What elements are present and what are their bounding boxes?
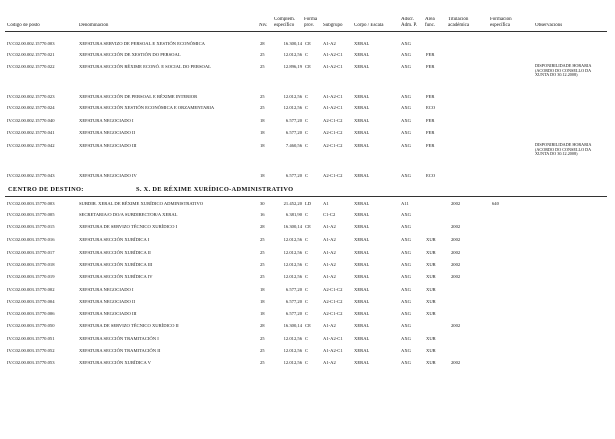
cell-area: XUR <box>426 336 436 341</box>
cell-code: IV.C02.00.003.15770.052 <box>7 348 55 353</box>
cell-level: 18 <box>260 118 265 123</box>
cell-name: XEFATURA SECCIÓN DE XESTIÓN DO PERSOAL <box>79 52 181 57</box>
cell-corpo: XERAL <box>354 250 370 255</box>
cell-subgroup: A2-C1-C2 <box>323 311 343 316</box>
cell-corpo: XERAL <box>354 237 370 242</box>
header-complemento: Complem. específico <box>274 17 295 28</box>
cell-corpo: XERAL <box>354 299 370 304</box>
cell-corpo: XERAL <box>354 173 370 178</box>
cell-comp: 12.896,19 <box>283 64 302 69</box>
cell-name: XEFATURA SECCIÓN XURÍDICA II <box>79 250 151 255</box>
cell-area: XUR <box>426 348 436 353</box>
cell-adscr: A11 <box>401 201 409 206</box>
cell-forma: C <box>305 287 309 292</box>
cell-name: XEFATURA NEGOCIADO III <box>79 311 137 316</box>
cell-subgroup: A1-A2-C1 <box>323 64 343 69</box>
cell-titulacion: 2002 <box>451 224 461 229</box>
cell-subgroup: A2-C1-C2 <box>323 118 343 123</box>
cell-corpo: XERAL <box>354 64 370 69</box>
cell-comp: 16.300,14 <box>283 323 302 328</box>
cell-code: IV.C02.00.003.15770.053 <box>7 360 55 365</box>
cell-comp: 12.012,56 <box>283 52 302 57</box>
cell-name: XEFATURA SERVIZO DE PERSOAL E XESTIÓN ECONÓMICA <box>79 41 205 46</box>
cell-area: FER <box>426 143 435 148</box>
center-title: S. X. DE RÉXIME XURÍDICO-ADMINISTRATIVO <box>136 186 294 193</box>
cell-forma: C <box>305 52 309 57</box>
cell-forma: C <box>305 237 309 242</box>
cell-forma: C <box>305 130 309 135</box>
cell-forma: CE <box>305 224 311 229</box>
cell-forma: C <box>305 336 309 341</box>
cell-code: IV.C02.00.003.15770.051 <box>7 336 55 341</box>
cell-forma: C <box>305 105 309 110</box>
cell-adscr: AXG <box>401 323 411 328</box>
center-label: CENTRO DE DESTINO: <box>8 186 84 193</box>
cell-area: FER <box>426 64 435 69</box>
cell-code: IV.C02.00.003.15770.002 <box>7 287 55 292</box>
cell-comp: 6.577,20 <box>285 118 302 123</box>
cell-code: IV.C02.00.003.15770.003 <box>7 201 55 206</box>
cell-forma: C <box>305 143 309 148</box>
cell-name: XEFATURA NEGOCIADO IV <box>79 173 137 178</box>
cell-adscr: AXG <box>401 105 411 110</box>
cell-forma: CE <box>305 323 311 328</box>
cell-corpo: XERAL <box>354 143 370 148</box>
cell-forma: C <box>305 360 309 365</box>
cell-code: IV.C02.00.002.15770.024 <box>7 105 55 110</box>
cell-subgroup: A1-A2 <box>323 323 336 328</box>
cell-name: XEFATURA NEGOCIADO II <box>79 299 136 304</box>
cell-name: XEFATURA SECCIÓN RÉXIME ECONÓ. E SOCIAL DO PERSOAL <box>79 64 211 69</box>
cell-subgroup: A1-A2-C1 <box>323 94 343 99</box>
cell-comp: 12.012,56 <box>283 94 302 99</box>
cell-subgroup: A1-A2 <box>323 250 336 255</box>
cell-level: 18 <box>260 287 265 292</box>
cell-adscr: AXG <box>401 262 411 267</box>
cell-level: 28 <box>260 224 265 229</box>
cell-area: XUR <box>426 311 436 316</box>
cell-obs: DISPOÑIBILIDADE HORARIA (ACORDO DO CONSELLO DA XUNTA DO 30.12.2008) <box>535 143 592 157</box>
cell-corpo: XERAL <box>354 130 370 135</box>
cell-subgroup: A2-C1-C2 <box>323 143 343 148</box>
cell-level: 28 <box>260 323 265 328</box>
cell-level: 18 <box>260 130 265 135</box>
cell-adscr: AXG <box>401 212 411 217</box>
cell-code: IV.C02.00.002.15770.043 <box>7 173 55 178</box>
cell-corpo: XERAL <box>354 94 370 99</box>
cell-adscr: AXG <box>401 237 411 242</box>
cell-name: XEFATURA SECCIÓN TRAMITACIÓN I <box>79 336 159 341</box>
cell-comp: 12.012,56 <box>283 336 302 341</box>
cell-adscr: AXG <box>401 348 411 353</box>
cell-comp: 6.577,20 <box>285 130 302 135</box>
cell-comp: 12.012,56 <box>283 250 302 255</box>
cell-comp: 16.300,14 <box>283 224 302 229</box>
cell-code: IV.C02.00.003.15770.017 <box>7 250 55 255</box>
cell-area: XUR <box>426 287 436 292</box>
cell-level: 25 <box>260 64 265 69</box>
cell-comp: 12.012,56 <box>283 262 302 267</box>
cell-level: 25 <box>260 52 265 57</box>
header-formacion: Formación específica <box>490 17 512 28</box>
cell-comp: 6.577,20 <box>285 173 302 178</box>
cell-corpo: XERAL <box>354 212 370 217</box>
cell-comp: 6.577,20 <box>285 299 302 304</box>
cell-level: 25 <box>260 336 265 341</box>
cell-subgroup: A1-A2 <box>323 274 336 279</box>
cell-subgroup: A1-A2-C1 <box>323 336 343 341</box>
cell-corpo: XERAL <box>354 311 370 316</box>
cell-level: 25 <box>260 348 265 353</box>
cell-adscr: AXG <box>401 173 411 178</box>
cell-corpo: XERAL <box>354 262 370 267</box>
cell-corpo: XERAL <box>354 323 370 328</box>
cell-code: IV.C02.00.003.15770.005 <box>7 212 55 217</box>
cell-forma: C <box>305 173 309 178</box>
cell-titulacion: 2002 <box>451 237 461 242</box>
header-forma: Forma prov. <box>304 17 318 28</box>
cell-area: XUR <box>426 237 436 242</box>
cell-name: XEFATURA SECCIÓN XESTIÓN ECONÓMICA E ORZAMENTARIA <box>79 105 215 110</box>
cell-forma: C <box>305 94 309 99</box>
cell-area: XUR <box>426 360 436 365</box>
cell-comp: 12.012,56 <box>283 237 302 242</box>
cell-comp: 12.012,56 <box>283 105 302 110</box>
cell-name: XEFATURA NEGOCIADO I <box>79 287 134 292</box>
cell-subgroup: A2-C1-C2 <box>323 287 343 292</box>
cell-code: IV.C02.00.002.15770.003 <box>7 41 55 46</box>
cell-forma: C <box>305 299 309 304</box>
cell-forma: LD <box>305 201 312 206</box>
cell-subgroup: C1-C2 <box>323 212 336 217</box>
cell-comp: 21.452,20 <box>283 201 302 206</box>
cell-titulacion: 2002 <box>451 360 461 365</box>
cell-level: 16 <box>260 212 265 217</box>
cell-corpo: XERAL <box>354 201 370 206</box>
cell-code: IV.C02.00.002.15770.041 <box>7 130 55 135</box>
section-2-rule <box>5 196 607 197</box>
cell-level: 25 <box>260 262 265 267</box>
cell-code: IV.C02.00.002.15770.023 <box>7 94 55 99</box>
cell-subgroup: A1-A2 <box>323 41 336 46</box>
cell-adscr: AXG <box>401 94 411 99</box>
cell-area: FER <box>426 118 435 123</box>
cell-corpo: XERAL <box>354 118 370 123</box>
cell-adscr: AXG <box>401 336 411 341</box>
cell-name: XEFATURA SECCIÓN XURÍDICA IV <box>79 274 153 279</box>
cell-adscr: AXG <box>401 250 411 255</box>
cell-name: XEFATURA DE SERVIZO TÉCNICO XURÍDICO II <box>79 323 179 328</box>
cell-titulacion: 2002 <box>451 274 461 279</box>
cell-subgroup: A2-C1-C2 <box>323 299 343 304</box>
cell-titulacion: 2002 <box>451 262 461 267</box>
cell-code: IV.C02.00.002.15770.040 <box>7 118 55 123</box>
cell-corpo: XERAL <box>354 348 370 353</box>
cell-code: IV.C02.00.002.15770.042 <box>7 143 55 148</box>
header-titulacion: Titulación académica <box>448 17 470 28</box>
cell-area: FER <box>426 52 435 57</box>
cell-adscr: AXG <box>401 274 411 279</box>
cell-area: XUR <box>426 299 436 304</box>
cell-corpo: XERAL <box>354 336 370 341</box>
cell-adscr: AXG <box>401 299 411 304</box>
cell-forma: C <box>305 262 309 267</box>
cell-code: IV.C02.00.003.15770.006 <box>7 311 55 316</box>
cell-titulacion: 2002 <box>451 250 461 255</box>
header-subgrupo: Subgrupo <box>323 23 343 28</box>
cell-subgroup: A1-A2 <box>323 224 336 229</box>
cell-corpo: XERAL <box>354 52 370 57</box>
cell-level: 18 <box>260 143 265 148</box>
cell-area: XUR <box>426 250 436 255</box>
header-nivel: Nív. <box>259 23 268 28</box>
cell-code: IV.C02.00.002.15770.022 <box>7 64 55 69</box>
cell-adscr: AXG <box>401 64 411 69</box>
header-rule <box>5 31 607 32</box>
cell-level: 25 <box>260 94 265 99</box>
cell-adscr: AXG <box>401 360 411 365</box>
cell-name: XEFATURA SECCIÓN XURÍDICA III <box>79 262 153 267</box>
cell-name: XEFATURA DE SERVIZO TÉCNICO XURÍDICO I <box>79 224 178 229</box>
header-codigo: Código de posto <box>7 23 40 28</box>
cell-level: 18 <box>260 299 265 304</box>
cell-comp: 7.460,56 <box>285 143 302 148</box>
cell-adscr: AXG <box>401 130 411 135</box>
cell-adscr: AXG <box>401 52 411 57</box>
cell-comp: 6.381,90 <box>285 212 302 217</box>
cell-forma: C <box>305 348 309 353</box>
cell-subgroup: A1-A2 <box>323 262 336 267</box>
cell-adscr: AXG <box>401 41 411 46</box>
cell-adscr: AXG <box>401 287 411 292</box>
cell-titulacion: 2002 <box>451 323 461 328</box>
cell-name: XEFATURA NEGOCIADO II <box>79 130 136 135</box>
cell-comp: 6.577,20 <box>285 311 302 316</box>
header-area: Área func. <box>425 17 436 28</box>
cell-adscr: AXG <box>401 118 411 123</box>
cell-code: IV.C02.00.003.15770.019 <box>7 274 55 279</box>
cell-forma: C <box>305 274 309 279</box>
cell-adscr: AXG <box>401 143 411 148</box>
cell-level: 18 <box>260 311 265 316</box>
cell-name: XEFATURA NEGOCIADO I <box>79 118 134 123</box>
header-observacions: Observacións <box>535 23 563 28</box>
cell-name: XEFATURA SECCIÓN XURÍDICA V <box>79 360 151 365</box>
cell-subgroup: A1-A2-C1 <box>323 105 343 110</box>
cell-forma: C <box>305 212 309 217</box>
cell-area: ECO <box>426 173 436 178</box>
cell-corpo: XERAL <box>354 224 370 229</box>
cell-level: 25 <box>260 105 265 110</box>
cell-forma: C <box>305 250 309 255</box>
cell-area: XUR <box>426 262 436 267</box>
cell-name: XEFATURA SECCIÓN XURÍDICA I <box>79 237 150 242</box>
cell-comp: 6.577,20 <box>285 287 302 292</box>
cell-obs: DISPOÑIBILIDADE HORARIA (ACORDO DO CONSELLO DA XUNTA DO 30.12.2008) <box>535 64 592 78</box>
cell-name: XEFATURA SECCIÓN TRAMITACIÓN II <box>79 348 161 353</box>
cell-forma: C <box>305 311 309 316</box>
cell-code: IV.C02.00.003.15770.015 <box>7 224 55 229</box>
cell-code: IV.C02.00.003.15770.018 <box>7 262 55 267</box>
cell-name: XEFATURA SECCIÓN DE PERSOAL E RÉXIME INTERIOR <box>79 94 198 99</box>
cell-corpo: XERAL <box>354 360 370 365</box>
cell-subgroup: A2-C1-C2 <box>323 173 343 178</box>
header-adscricion: Adscr. Adm. P. <box>401 17 417 28</box>
header-corpo: Corpo / Escala <box>354 23 384 28</box>
cell-name: XEFATURA NEGOCIADO III <box>79 143 137 148</box>
cell-subgroup: A1-A2 <box>323 237 336 242</box>
cell-subgroup: A1 <box>323 201 329 206</box>
cell-adscr: AXG <box>401 311 411 316</box>
cell-code: IV.C02.00.003.15770.016 <box>7 237 55 242</box>
cell-level: 25 <box>260 360 265 365</box>
cell-level: 28 <box>260 41 265 46</box>
cell-corpo: XERAL <box>354 287 370 292</box>
cell-level: 25 <box>260 250 265 255</box>
cell-level: 18 <box>260 173 265 178</box>
cell-level: 30 <box>260 201 265 206</box>
cell-subgroup: A2-C1-C2 <box>323 130 343 135</box>
header-denominacion: Denominación <box>79 23 109 28</box>
cell-area: FER <box>426 94 435 99</box>
cell-corpo: XERAL <box>354 274 370 279</box>
cell-formacion: 640 <box>492 201 499 206</box>
cell-name: SECRETARIA/O DO/A SUBDIRECTOR/A XERAL <box>79 212 178 217</box>
cell-level: 25 <box>260 237 265 242</box>
cell-code: IV.C02.00.002.15770.021 <box>7 52 55 57</box>
cell-corpo: XERAL <box>354 41 370 46</box>
cell-corpo: XERAL <box>354 105 370 110</box>
cell-forma: CE <box>305 64 311 69</box>
cell-forma: CE <box>305 41 311 46</box>
cell-comp: 16.300,14 <box>283 41 302 46</box>
cell-comp: 12.012,56 <box>283 274 302 279</box>
cell-name: SUBDIR. XERAL DE RÉXIME XURÍDICO ADMINISTRATIVO <box>79 201 204 206</box>
cell-titulacion: 2002 <box>451 201 461 206</box>
cell-subgroup: A1-A2 <box>323 360 336 365</box>
cell-area: ECO <box>426 105 436 110</box>
cell-comp: 12.012,56 <box>283 348 302 353</box>
cell-area: FER <box>426 130 435 135</box>
cell-forma: C <box>305 118 309 123</box>
cell-code: IV.C02.00.003.15770.050 <box>7 323 55 328</box>
cell-area: XUR <box>426 274 436 279</box>
cell-comp: 12.012,56 <box>283 360 302 365</box>
cell-subgroup: A1-A2-C1 <box>323 348 343 353</box>
cell-subgroup: A1-A2-C1 <box>323 52 343 57</box>
cell-level: 25 <box>260 274 265 279</box>
cell-adscr: AXG <box>401 224 411 229</box>
cell-code: IV.C02.00.003.15770.004 <box>7 299 55 304</box>
